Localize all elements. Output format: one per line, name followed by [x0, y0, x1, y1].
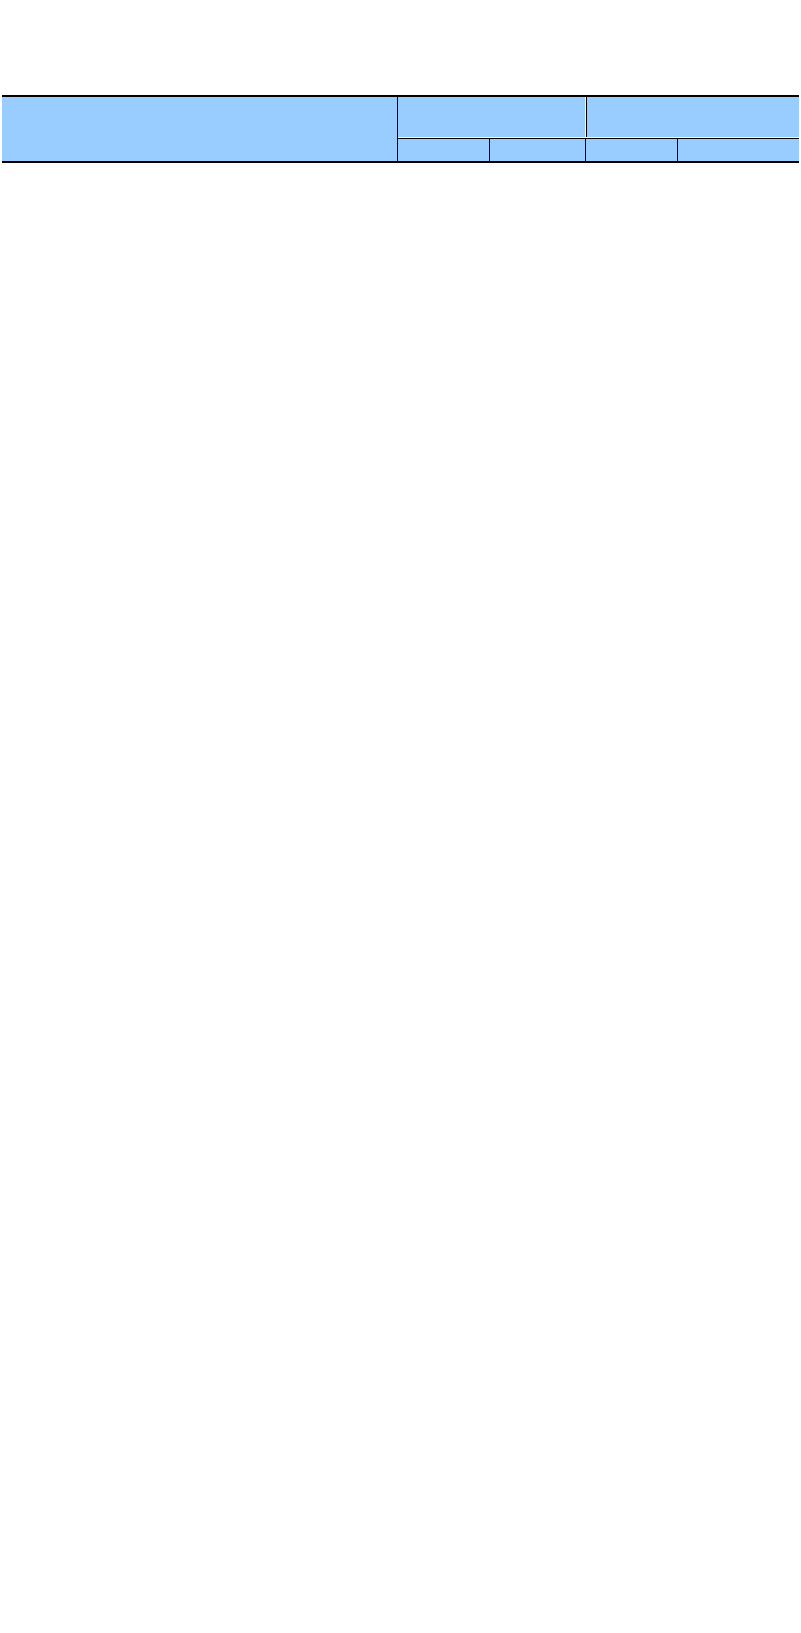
header-ratio-en [586, 117, 799, 137]
header-value-en [398, 117, 585, 137]
header-year-ratio-2021 [586, 138, 678, 161]
header-value-cn [398, 97, 585, 117]
header-ratio-cn [586, 97, 799, 117]
header-year-value-2021 [398, 138, 490, 161]
header-year-ratio-2022 [678, 138, 799, 161]
table-header [2, 95, 799, 163]
header-year-value-2022 [490, 138, 586, 161]
data-table [2, 95, 799, 163]
